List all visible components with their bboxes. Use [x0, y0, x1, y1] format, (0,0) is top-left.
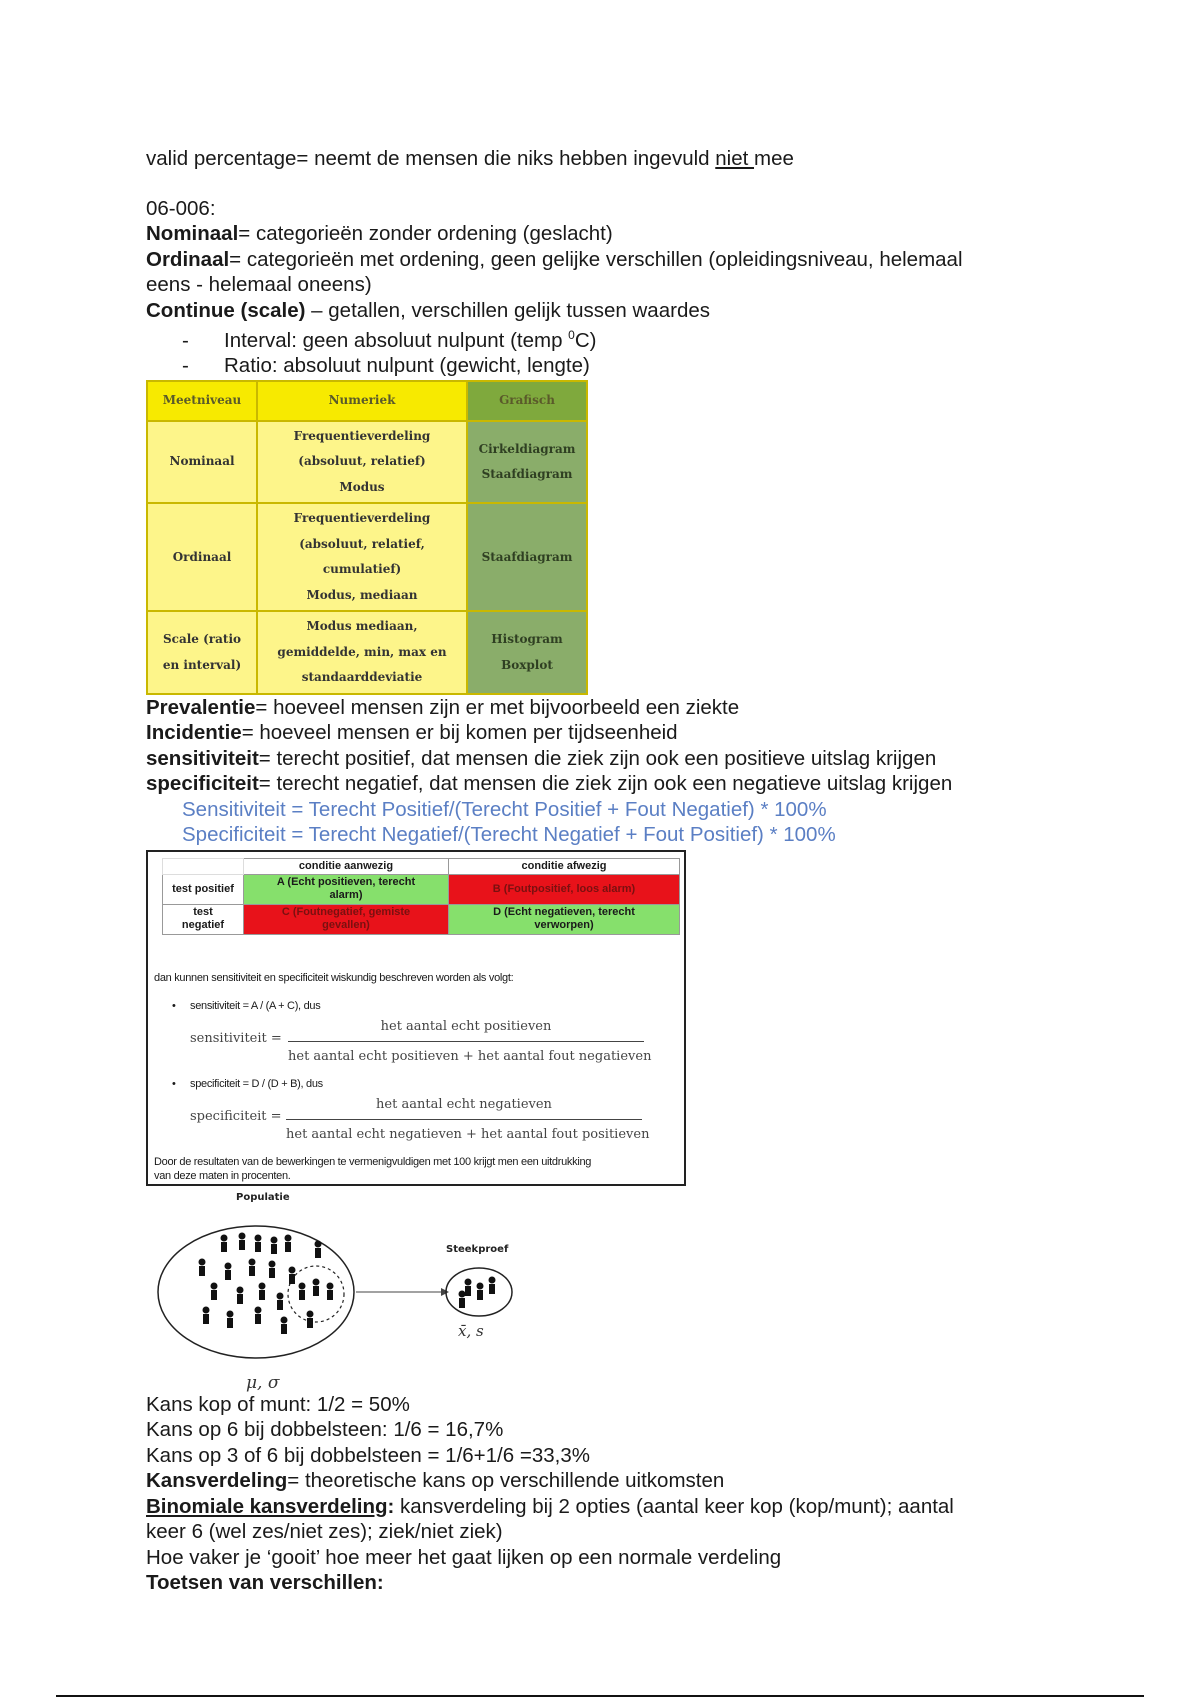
cell-text: A (Echt positieven, terecht [276, 876, 416, 889]
col-aanwezig: conditie aanwezig [244, 858, 449, 874]
grafisch-text: Histogram [491, 632, 563, 647]
intro-underlined: niet [715, 147, 755, 170]
toetsen-term: Toetsen van verschillen: [146, 1571, 384, 1595]
toetsen-heading [146, 1570, 1066, 1596]
binomiaal-def: kansverdeling bij 2 opties (aantal keer kop (kop/munt); aantal [394, 1494, 954, 1518]
incidentie-line [146, 720, 1066, 746]
nominaal-def: = categorieën zonder ordening (geslacht) [238, 222, 613, 245]
kansverdeling-term: Kansverdeling [146, 1469, 288, 1493]
table-row [163, 858, 680, 874]
ratio-line [146, 353, 1066, 379]
dash-bullet: - [182, 328, 189, 352]
numeriek-text: (absoluut, relatief, [299, 536, 425, 551]
numeriek-text: Frequentieverdeling [293, 428, 431, 443]
sensitiviteit-def: = terecht positief, dat mensen die ziek zijn ook een positieve uitslag krijgen [258, 746, 937, 770]
cell-d [449, 904, 680, 934]
valid-percentage-line [146, 146, 1066, 172]
cell-grafisch [467, 611, 587, 694]
contingency-table [162, 858, 680, 935]
cell-numeriek [257, 611, 467, 694]
formula-specificiteit: Specificiteit = Terecht Negatief/(Terecht Negatief + Fout Positief) * 100% [182, 823, 836, 847]
numeriek-text: Modus [339, 479, 385, 494]
sens-fraction [288, 1014, 652, 1070]
cell-text: gevallen) [322, 919, 370, 932]
dash-bullet: - [182, 354, 189, 378]
header-grafisch: Grafisch [467, 381, 587, 421]
cell-text: negatief [181, 919, 225, 932]
row-test-negatief [163, 904, 244, 934]
nominaal-line [146, 221, 1066, 247]
intro-text: valid percentage= neemt de mensen die niks hebben ingevuld [146, 147, 716, 170]
table-header-row [147, 381, 587, 421]
cell-c [244, 904, 449, 934]
spec-numerator: het aantal echt negatieven [286, 1092, 642, 1121]
cell-grafisch [467, 421, 587, 504]
interval-line [146, 323, 1066, 353]
cell-text: verworpen) [534, 919, 594, 932]
numeriek-text: Modus, mediaan [306, 587, 418, 602]
gooien-line: Hoe vaker je ‘gooit’ hoe meer het gaat lijken op een normale verdeling [146, 1545, 782, 1569]
row-test-positief: test positief [163, 874, 244, 904]
ordinaal-term: Ordinaal [146, 247, 230, 271]
binomiaal-colon: : [387, 1494, 395, 1518]
figure-footer: Door de resultaten van de bewerkingen te vermenigvuldigen met 100 krijgt men een uitdrukking [154, 1155, 592, 1168]
population-params-label: μ, σ [246, 1372, 280, 1392]
figure-footer: van deze maten in procenten. [154, 1169, 291, 1182]
incidentie-term: Incidentie [146, 721, 242, 745]
bullet: • [172, 999, 176, 1012]
sensitiviteit-term: sensitiviteit [146, 746, 259, 770]
table-row [147, 503, 587, 611]
cell-text: test [193, 906, 213, 919]
document-body [146, 146, 1066, 1596]
continue-def: – getallen, verschillen gelijk tussen waardes [305, 298, 710, 322]
figure-intro: dan kunnen sensitiviteit en specificiteit wiskundig beschreven worden als volgt: [154, 971, 514, 984]
empty-corner [163, 858, 244, 874]
level-text: en interval) [162, 657, 242, 672]
bullet: • [172, 1077, 176, 1090]
cell-level: Nominaal [147, 421, 257, 504]
degree-sup: 0 [568, 328, 575, 342]
numeriek-text: cumulatief) [322, 562, 402, 577]
section-code: 06-006: [146, 196, 216, 220]
sens-numerator: het aantal echt positieven [288, 1014, 644, 1043]
incidentie-def: = hoeveel mensen er bij komen per tijdseenheid [241, 721, 678, 745]
prevalentie-term: Prevalentie [146, 695, 256, 719]
spec-fraction [286, 1092, 650, 1148]
table-row [163, 904, 680, 934]
intro-text-end: mee [754, 147, 794, 170]
binomiaal-line [146, 1494, 1066, 1520]
numeriek-text: Frequentieverdeling [293, 511, 431, 526]
numeriek-text: Modus mediaan, [306, 619, 418, 634]
cell-grafisch: Staafdiagram [467, 503, 587, 611]
cell-text: alarm) [329, 889, 363, 902]
specificiteit-term: specificiteit [146, 772, 259, 796]
cell-numeriek [257, 503, 467, 611]
grafisch-text: Cirkeldiagram [478, 441, 576, 456]
cell-b: B (Foutpositief, loos alarm) [449, 874, 680, 904]
interval-end: C) [574, 328, 597, 352]
ordinaal-line [146, 247, 1066, 273]
level-text: Scale (ratio [163, 632, 241, 647]
nominaal-term: Nominaal [146, 222, 239, 245]
population-sample-figure [146, 1186, 526, 1392]
table-row [147, 421, 587, 504]
kansverdeling-line [146, 1468, 1066, 1494]
population-diagram [146, 1186, 526, 1392]
grafisch-text: Staafdiagram [481, 467, 573, 482]
prevalentie-line [146, 695, 1066, 721]
ordinaal-line-2: eens - helemaal oneens) [146, 273, 372, 296]
sens-denominator: het aantal echt positieven + het aantal fout negatieven [288, 1049, 652, 1065]
spec-lhs: specificiteit = [190, 1108, 282, 1124]
numeriek-text: standaarddeviatie [301, 670, 423, 685]
ratio-text: Ratio: absoluut nulpunt (gewicht, lengte) [224, 354, 590, 378]
cell-level [147, 611, 257, 694]
ordinaal-def: = categorieën met ordening, geen gelijke verschillen (opleidingsniveau, helemaal [229, 247, 963, 271]
continue-term: Continue (scale) [146, 298, 306, 322]
sens-lhs: sensitiviteit = [190, 1030, 282, 1046]
numeriek-text: (absoluut, relatief) [298, 454, 426, 469]
header-numeriek: Numeriek [257, 381, 467, 421]
specificiteit-line [146, 771, 1066, 797]
continue-line [146, 298, 1066, 324]
cell-level: Ordinaal [147, 503, 257, 611]
cell-text: D (Echt negatieven, terecht [493, 906, 635, 919]
kans-zes-line: Kans op 6 bij dobbelsteen: 1/6 = 16,7% [146, 1418, 504, 1442]
cell-numeriek [257, 421, 467, 504]
steekproef-label: Steekproef [446, 1243, 509, 1255]
grafisch-text: Boxplot [501, 657, 553, 672]
header-meetniveau: Meetniveau [147, 381, 257, 421]
binomiaal-line-2: keer 6 (wel zes/niet zes); ziek/niet ziek) [146, 1520, 503, 1544]
measurement-level-table [146, 380, 588, 695]
spec-rule: specificiteit = D / (D + B), dus [190, 1077, 323, 1090]
prevalentie-def: = hoeveel mensen zijn er met bijvoorbeeld een ziekte [255, 695, 740, 719]
cell-text: C (Foutnegatief, gemiste [281, 906, 411, 919]
sens-rule: sensitiviteit = A / (A + C), dus [190, 999, 321, 1012]
interval-text: Interval: geen absoluut nulpunt (temp [224, 328, 569, 352]
populatie-label: Populatie [236, 1191, 290, 1203]
cell-a [244, 874, 449, 904]
formula-sensitiviteit: Sensitiviteit = Terecht Positief/(Terecht Positief + Fout Negatief) * 100% [182, 797, 827, 821]
page-bottom-rule [56, 1695, 1144, 1697]
table-row [163, 874, 680, 904]
specificiteit-def: = terecht negatief, dat mensen die ziek zijn ook een negatieve uitslag krijgen [258, 772, 953, 796]
sample-stats-label: x̄, s [458, 1321, 484, 1340]
numeriek-text: gemiddelde, min, max en [277, 644, 447, 659]
col-afwezig: conditie afwezig [449, 858, 680, 874]
spec-denominator: het aantal echt negatieven + het aantal fout positieven [286, 1127, 650, 1143]
arrow-head [441, 1288, 449, 1296]
sensitiviteit-line [146, 746, 1066, 772]
table-row [147, 611, 587, 694]
binomiaal-term: Binomiale kansverdeling [146, 1494, 388, 1518]
kans-kop-line: Kans kop of munt: 1/2 = 50% [146, 1392, 410, 1416]
kansverdeling-def: = theoretische kans op verschillende uitkomsten [287, 1469, 725, 1493]
sensitivity-figure [146, 850, 686, 1186]
kans-drie-zes-line: Kans op 3 of 6 bij dobbelsteen = 1/6+1/6 =33,3% [146, 1443, 590, 1467]
